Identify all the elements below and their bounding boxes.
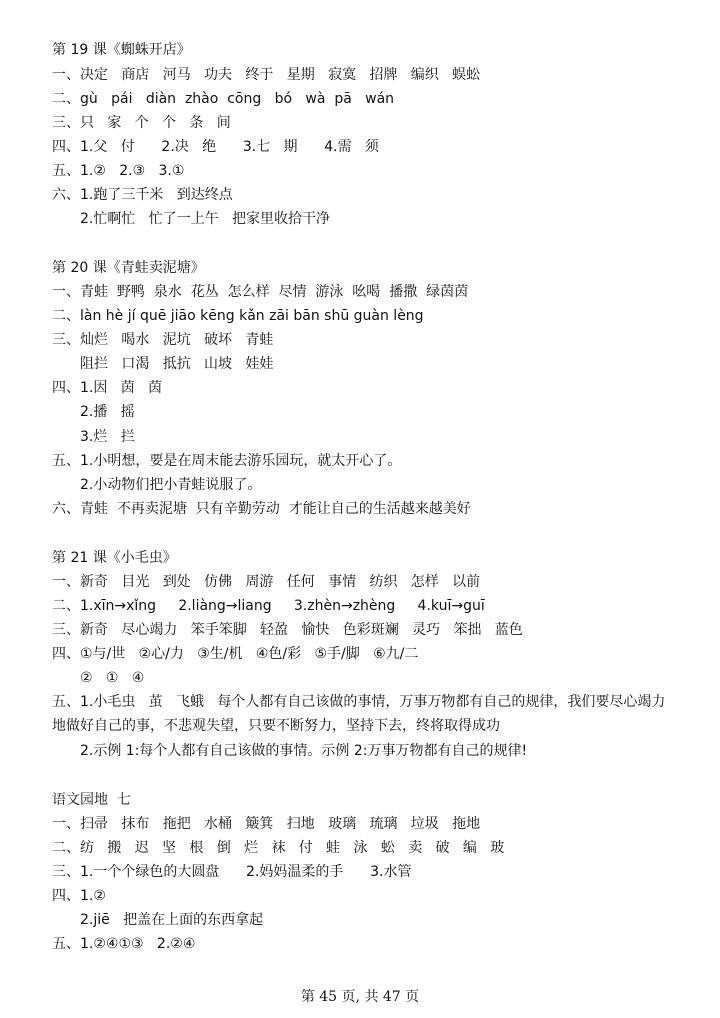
section-title: 语文园地 七	[52, 792, 131, 808]
answer-line: 二、纺 搬 迟 坚 根 倒 烂 袜 付 蛙 泳 蚣 卖 破 编 玻	[52, 840, 505, 856]
answer-line: ② ① ④	[80, 670, 145, 686]
answer-line: 三、灿烂 喝水 泥坑 破坏 青蛙	[52, 332, 274, 348]
answer-line: 二、1.xīn→xǐng 2.liàng→liang 3.zhèn→zhèng 4.kuī→guī	[52, 598, 485, 614]
answer-line: 3.烂 拦	[80, 429, 135, 445]
answer-line: 2.播 摇	[80, 404, 135, 420]
answer-line: 四、1.因 茵 茵	[52, 380, 163, 396]
page-number-footer: 第 45 页, 共 47 页	[300, 989, 420, 1005]
answer-line: 2.小动物们把小青蛙说服了。	[80, 477, 262, 493]
answer-line: 五、1.② 2.③ 3.①	[52, 163, 185, 179]
answer-line: 2.示例 1:每个人都有自己该做的事情。示例 2:万事万物都有自己的规律!	[80, 743, 528, 759]
answer-line: 2.jiē 把盖在上面的东西拿起	[80, 912, 264, 928]
answer-line: 二、gù pái diàn zhào cōng bó wà pā wán	[52, 91, 395, 107]
answer-line: 四、1.父 付 2.决 绝 3.七 期 4.需 须	[52, 139, 379, 155]
answer-line: 2.忙啊忙 忙了一上午 把家里收拾干净	[80, 211, 331, 227]
answer-line: 四、①与/世 ②心/力 ③生/机 ④色/彩 ⑤手/脚 ⑥九/二	[52, 646, 419, 662]
answer-line: 一、决定 商店 河马 功夫 终于 星期 寂寞 招牌 编织 蜈蚣	[52, 67, 481, 83]
answer-line: 阻拦 口渴 抵抗 山坡 娃娃	[80, 356, 274, 372]
answer-line: 三、只 家 个 个 条 间	[52, 115, 231, 131]
section-title: 第 20 课《青蛙卖泥塘》	[52, 260, 205, 276]
answer-line: 六、1.跑了三千米 到达终点	[52, 187, 233, 203]
section-title: 第 19 课《蜘蛛开店》	[52, 42, 191, 58]
answer-line: 五、1.②④①③ 2.②④	[52, 936, 196, 952]
answer-paragraph: 五、1.小毛虫 茧 飞蛾 每个人都有自己该做的事情，万事万物都有自己的规律，我们要尽心竭力地做好自己的事，不悲观失望，只要不断努力，坚持下去，终将取得成功	[52, 694, 666, 734]
answer-line: 二、làn hè jí quē jiāo kēng kǎn zāi bān shū guàn lèng	[52, 308, 424, 324]
answer-line: 六、青蛙 不再卖泥塘 只有辛勤劳动 才能让自己的生活越来越美好	[52, 501, 471, 517]
section-title: 第 21 课《小毛虫》	[52, 550, 177, 566]
answer-line: 一、新奇 目光 到处 仿佛 周游 任何 事情 纺织 怎样 以前	[52, 574, 481, 590]
answer-line: 四、1.②	[52, 888, 106, 904]
answer-line: 一、扫帚 抹布 拖把 水桶 簸箕 扫地 玻璃 琉璃 垃圾 拖地	[52, 816, 481, 832]
answer-line: 一、青蛙 野鸭 泉水 花丛 怎么样 尽情 游泳 吆喝 播撒 绿茵茵	[52, 284, 469, 300]
answer-line: 三、1.一个个绿色的大圆盘 2.妈妈温柔的手 3.水管	[52, 864, 412, 880]
answer-line: 三、新奇 尽心竭力 笨手笨脚 轻盈 愉快 色彩斑斓 灵巧 笨拙 蓝色	[52, 622, 523, 638]
answer-line: 五、1.小明想，要是在周末能去游乐园玩，就太开心了。	[52, 453, 402, 469]
